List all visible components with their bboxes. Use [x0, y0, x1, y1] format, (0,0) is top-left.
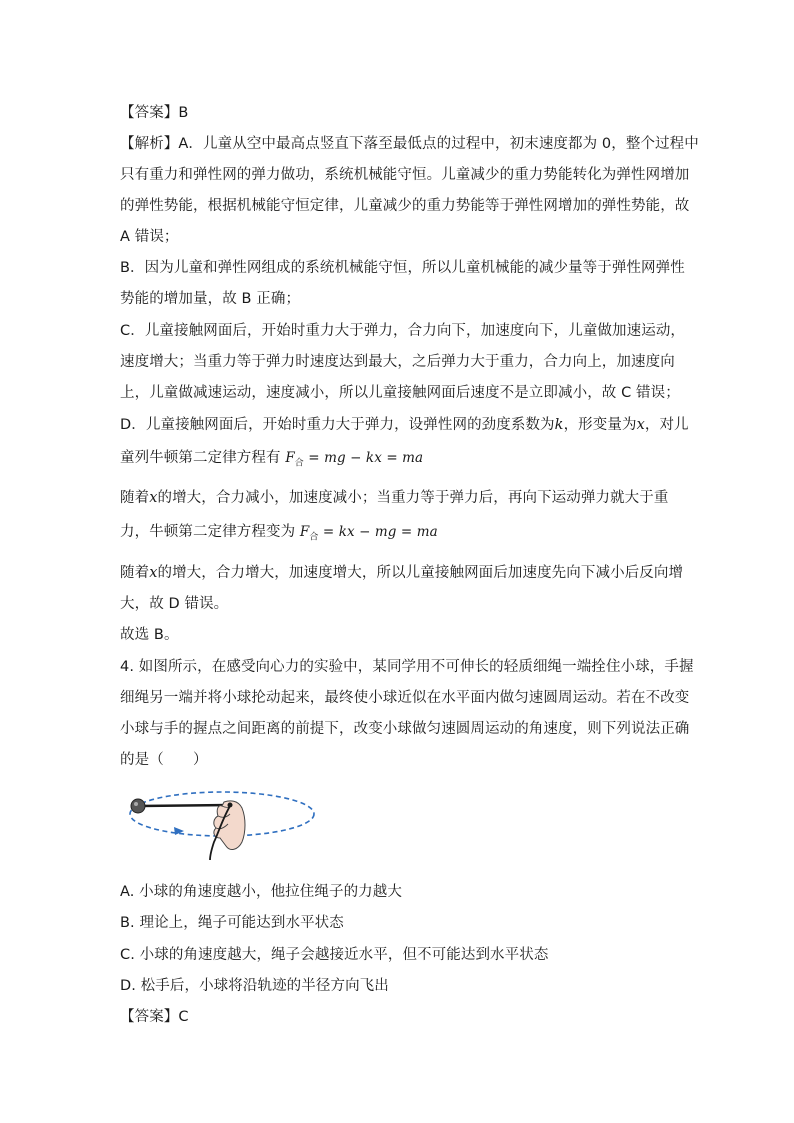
option-c: C. 小球的角速度越大，绳子会越接近水平，但不可能达到水平状态 [120, 947, 549, 963]
ball-highlight [134, 802, 138, 806]
analysis-line-a4: A 错误； [120, 229, 179, 245]
centripetal-force-figure [126, 786, 318, 862]
analysis-line-a2: 只有重力和弹性网的弹力做功，系统机械能守恒。儿童减少的重力势能转化为弹性网增加 [120, 167, 690, 183]
analysis-line-d4: 力，牛顿第二定律方程变为 $F_合$ = kx − mg = ma [120, 524, 438, 543]
option-b: B. 理论上，绳子可能达到水平状态 [120, 915, 344, 931]
equation-2: $F_合$ = kx − mg = ma [299, 524, 438, 543]
option-d: D. 松手后，小球将沿轨迹的半径方向飞出 [120, 978, 389, 994]
question4-stem-3: 小球与手的握点之间距离的前提下，改变小球做匀速圆周运动的角速度，则下列说法正确 [120, 721, 690, 737]
analysis-line-d1: D．儿童接触网面后，开始时重力大于弹力，设弹性网的劲度系数为k，形变量为x，对儿 [120, 417, 689, 433]
analysis-line-a3: 的弹性势能，根据机械能守恒定律，儿童减少的重力势能等于弹性网增加的弹性势能，故 [120, 198, 690, 214]
analysis-conclusion: 故选 B。 [120, 627, 179, 643]
answer-value: C [178, 1009, 189, 1025]
equation-1: $F_合$ = mg − kx = ma [285, 450, 424, 469]
analysis-line-d2: 童列牛顿第二定律方程有 $F_合$ = mg − kx = ma [120, 450, 424, 469]
analysis-line-c1: C．儿童接触网面后，开始时重力大于弹力，合力向下，加速度向下，儿童做加速运动， [120, 323, 686, 339]
analysis-line-d3: 随着x的增大，合力减小，加速度减小；当重力等于弹力后，再向下运动弹力就大于重 [120, 490, 669, 506]
answer-line-2 [120, 1007, 189, 1027]
question4-stem-4: 的是（ ） [120, 752, 208, 768]
answer-tag: 【答案】 [120, 105, 179, 121]
variable-k: k [554, 417, 564, 433]
variable-x: x [636, 417, 645, 433]
question4-stem-1: 4. 如图所示，在感受向心力的实验中，某同学用不可伸长的轻质细绳一端拴住小球，手握 [120, 659, 694, 675]
string [140, 805, 230, 806]
analysis-line-b2: 势能的增加量，故 B 正确； [120, 291, 301, 307]
answer-value: B [178, 105, 189, 121]
analysis-line-c3: 上，儿童做减速运动，速度减小，所以儿童接触网面后速度不是立即减小，故 C 错误； [120, 385, 680, 401]
analysis-line-d5: 随着x的增大，合力增大，加速度增大，所以儿童接触网面后加速度先向下减小后反向增 [120, 565, 684, 581]
analysis-line-d6: 大，故 D 错误。 [120, 596, 229, 612]
analysis-line-a1: 【解析】A．儿童从空中最高点竖直下落至最低点的过程中，初末速度都为 0，整个过程中 [120, 136, 699, 152]
question4-stem-2: 细绳另一端并将小球抡动起来，最终使小球近似在水平面内做匀速圆周运动。若在不改变 [120, 690, 690, 706]
analysis-line-b1: B．因为儿童和弹性网组成的系统机械能守恒，所以儿童机械能的减少量等于弹性网弹性 [120, 260, 685, 276]
analysis-line-c2: 速度增大；当重力等于弹力时速度达到最大，之后弹力大于重力，合力向上，加速度向 [120, 354, 675, 370]
ball [131, 799, 145, 813]
answer-line-1 [120, 103, 188, 123]
analysis-tag: 【解析】 [120, 136, 179, 152]
option-a: A. 小球的角速度越小，他拉住绳子的力越大 [120, 884, 402, 900]
answer-tag: 【答案】 [120, 1009, 179, 1025]
